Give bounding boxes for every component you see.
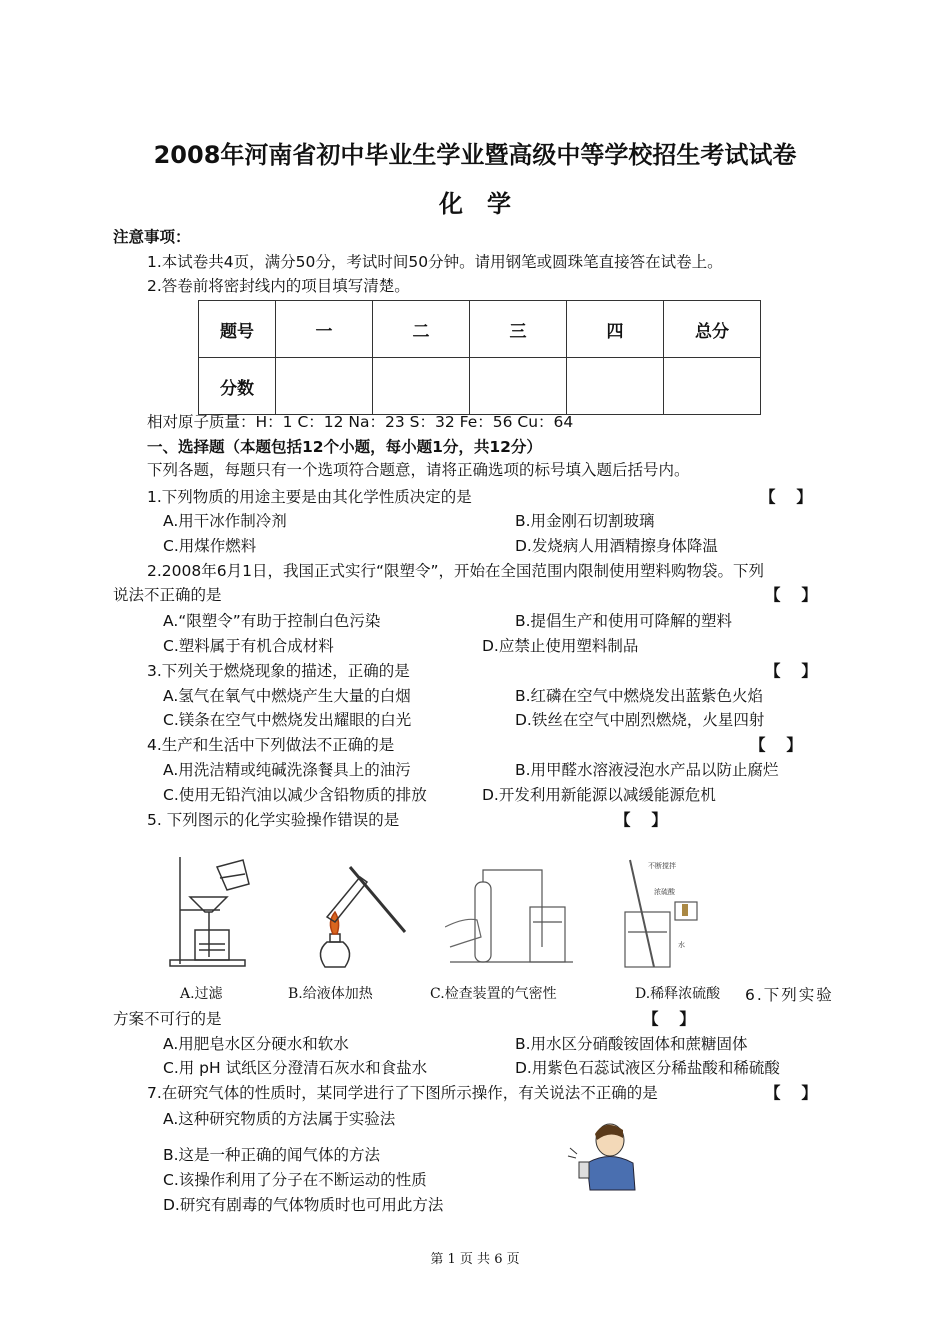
q4-option-c: C.使用无铅汽油以减少含铅物质的排放 bbox=[163, 786, 427, 804]
atomic-masses: 相对原子质量：H：1 C：12 Na：23 S：32 Fe：56 Cu：64 bbox=[147, 413, 574, 431]
answer-bracket: 【 】 bbox=[643, 1010, 695, 1028]
q6-stem: 6.下列实验 bbox=[745, 986, 834, 1004]
q4-stem: 4.生产和生活中下列做法不正确的是 bbox=[147, 736, 395, 754]
q4-option-d: D.开发利用新能源以减缓能源危机 bbox=[482, 786, 716, 804]
q1-option-d: D.发烧病人用酒精擦身体降温 bbox=[515, 537, 718, 555]
q1-option-c: C.用煤作燃料 bbox=[163, 537, 257, 555]
subject-title: 化 学 bbox=[439, 190, 511, 218]
answer-bracket: 【 】 bbox=[615, 811, 667, 829]
dilute-sulfuric-acid-figure bbox=[620, 852, 710, 972]
section-heading: 一、选择题（本题包括12个小题，每小题1分，共12分） bbox=[147, 438, 542, 456]
q7-option-d: D.研究有剧毒的气体物质时也可用此方法 bbox=[163, 1196, 444, 1214]
caption-a: A.过滤 bbox=[180, 986, 223, 1002]
answer-bracket: 【 】 bbox=[765, 1084, 817, 1102]
score-cell bbox=[373, 358, 470, 415]
q6-option-d: D.用紫色石蕊试液区分稀盐酸和稀硫酸 bbox=[515, 1059, 780, 1077]
q2-option-c: C.塑料属于有机合成材料 bbox=[163, 637, 334, 655]
airtightness-check-figure bbox=[445, 852, 575, 972]
q7-option-c: C.该操作利用了分子在不断运动的性质 bbox=[163, 1171, 427, 1189]
row-label: 分数 bbox=[199, 358, 276, 415]
score-cell bbox=[567, 358, 664, 415]
figure-label: 水 bbox=[678, 941, 685, 949]
q3-option-b: B.红磷在空气中燃烧发出蓝紫色火焰 bbox=[515, 687, 764, 705]
caption-b: B.给液体加热 bbox=[288, 986, 373, 1002]
answer-bracket: 【 】 bbox=[760, 488, 812, 506]
note-1: 1.本试卷共4页，满分50分，考试时间50分钟。请用钢笔或圆珠笔直接答在试卷上。 bbox=[147, 253, 723, 271]
q2-stem: 2.2008年6月1日，我国正式实行“限塑令”，开始在全国范围内限制使用塑料购物袋。下列 bbox=[147, 562, 765, 580]
q1-stem: 1.下列物质的用途主要是由其化学性质决定的是 bbox=[147, 488, 472, 506]
score-cell bbox=[664, 358, 761, 415]
header-cell: 总分 bbox=[664, 301, 761, 358]
notes-heading: 注意事项： bbox=[113, 228, 191, 246]
q5-stem: 5. 下列图示的化学实验操作错误的是 bbox=[147, 811, 400, 829]
q7-stem: 7.在研究气体的性质时，某同学进行了下图所示操作，有关说法不正确的是 bbox=[147, 1084, 658, 1102]
q1-option-a: A.用干冰作制冷剂 bbox=[163, 512, 287, 530]
figure-label: 浓硫酸 bbox=[654, 888, 675, 896]
q6-option-c: C.用 pH 试纸区分澄清石灰水和食盐水 bbox=[163, 1059, 428, 1077]
q3-option-a: A.氢气在氧气中燃烧产生大量的白烟 bbox=[163, 687, 411, 705]
page-footer: 第 1 页 共 6 页 bbox=[430, 1252, 520, 1267]
q3-stem: 3.下列关于燃烧现象的描述，正确的是 bbox=[147, 662, 410, 680]
score-cell bbox=[276, 358, 373, 415]
q6-option-b: B.用水区分硝酸铵固体和蔗糖固体 bbox=[515, 1035, 748, 1053]
q4-option-a: A.用洗洁精或纯碱洗涤餐具上的油污 bbox=[163, 761, 411, 779]
note-2: 2.答卷前将密封线内的项目填写清楚。 bbox=[147, 277, 410, 295]
q1-option-b: B.用金刚石切割玻璃 bbox=[515, 512, 655, 530]
header-cell: 四 bbox=[567, 301, 664, 358]
q6-stem-cont: 方案不可行的是 bbox=[113, 1010, 222, 1028]
header-cell: 题号 bbox=[199, 301, 276, 358]
q2-option-b: B.提倡生产和使用可降解的塑料 bbox=[515, 612, 733, 630]
score-table bbox=[198, 300, 761, 415]
exam-title: 2008年河南省初中毕业生学业暨高级中等学校招生考试试卷 bbox=[153, 141, 797, 169]
section-instruction: 下列各题，每题只有一个选项符合题意，请将正确选项的标号填入题后括号内。 bbox=[147, 461, 690, 479]
answer-bracket: 【 】 bbox=[765, 586, 817, 604]
q6-option-a: A.用肥皂水区分硬水和软水 bbox=[163, 1035, 349, 1053]
answer-bracket: 【 】 bbox=[750, 736, 802, 754]
filtration-figure bbox=[165, 852, 260, 972]
q2-option-d: D.应禁止使用塑料制品 bbox=[482, 637, 639, 655]
caption-c: C.检查装置的气密性 bbox=[430, 986, 557, 1002]
score-cell bbox=[470, 358, 567, 415]
answer-bracket: 【 】 bbox=[765, 662, 817, 680]
q7-option-a: A.这种研究物质的方法属于实验法 bbox=[163, 1110, 396, 1128]
q4-option-b: B.用甲醛水溶液浸泡水产品以防止腐烂 bbox=[515, 761, 779, 779]
header-cell: 一 bbox=[276, 301, 373, 358]
q7-option-b: B.这是一种正确的闻气体的方法 bbox=[163, 1146, 381, 1164]
figure-label: 不断搅拌 bbox=[648, 862, 676, 870]
q3-option-c: C.镁条在空气中燃烧发出耀眼的白光 bbox=[163, 711, 412, 729]
caption-d: D.稀释浓硫酸 bbox=[635, 986, 721, 1002]
q2-stem-cont: 说法不正确的是 bbox=[113, 586, 222, 604]
q3-option-d: D.铁丝在空气中剧烈燃烧，火星四射 bbox=[515, 711, 765, 729]
header-cell: 二 bbox=[373, 301, 470, 358]
header-cell: 三 bbox=[470, 301, 567, 358]
smelling-gas-figure bbox=[565, 1118, 640, 1193]
q2-option-a: A.“限塑令”有助于控制白色污染 bbox=[163, 612, 381, 630]
liquid-heating-figure bbox=[305, 852, 410, 972]
